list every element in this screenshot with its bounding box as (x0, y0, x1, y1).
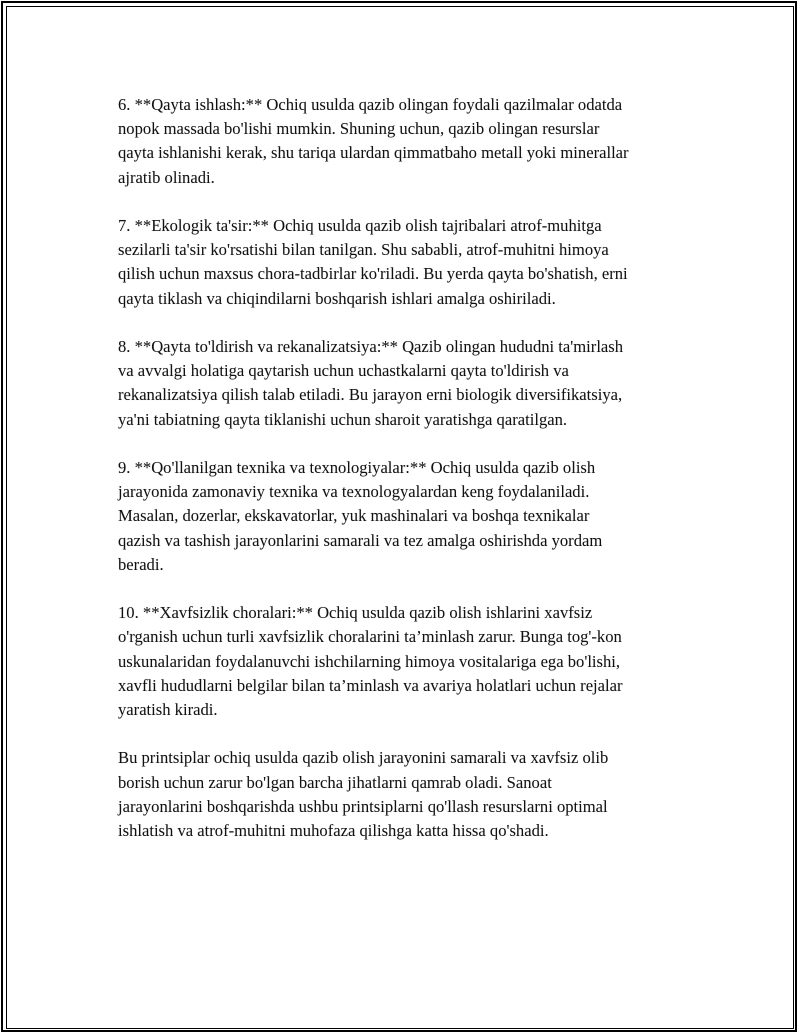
paragraph-reprocessing: 6. **Qayta ishlash:** Ochiq usulda qazib olingan foydali qazilmalar odatda nopok massada bo'lishi mumkin. Shuning uchun, qazib olingan resurslar qayta ishlanishi kerak, shu tariqa ulardan qimmatbaho metall yoki minerallar ajratib olinadi. (118, 95, 629, 187)
document-body (118, 93, 698, 867)
paragraph-ecological-impact: 7. **Ekologik ta'sir:** Ochiq usulda qazib olish tajribalari atrof-muhitga sezilarli ta'sir ko'rsatishi bilan tanilgan. Shu sababli, atrof-muhitni himoya qilish uchun maxsus chora-tadbirlar ko'riladi. Bu yerda qayta bo'shatish, erni qayta tiklash va chiqindilarni boshqarish ishlari amalga oshiriladi. (118, 216, 628, 308)
paragraph-backfilling: 8. **Qayta to'ldirish va rekanalizatsiya:** Qazib olingan hududni ta'mirlash va avvalgi holatiga qaytarish uchun uchastkalarni qayta to'ldirish va rekanalizatsiya qilish talab etiladi. Bu jarayon erni biologik diversifikatsiya, ya'ni tabiatning qayta tiklanishi uchun sharoit yaratishga qaratilgan. (118, 337, 624, 429)
paragraph-conclusion: Bu printsiplar ochiq usulda qazib olish jarayonini samarali va xavfsiz olib borish uchun zarur bo'lgan barcha jihatlarni qamrab oladi. Sanoat jarayonlarini boshqarishda ushbu printsiplarni qo'llash resurslarni optimal ishlatish va atrof-muhitni muhofaza qilishga katta hissa qo'shadi. (118, 748, 609, 841)
paragraph-equipment-technology: 9. **Qo'llanilgan texnika va texnologiyalar:** Ochiq usulda qazib olish jarayonida zamonaviy texnika va texnologyalardan keng foydalaniladi. Masalan, dozerlar, ekskavatorlar, yuk mashinalari va boshqa texnikalar qazish va tashish jarayonlarini samarali va tez amalga oshirishda yordam beradi. (118, 458, 603, 574)
paragraph-safety-measures: 10. **Xavfsizlik choralari:** Ochiq usulda qazib olish ishlarini xavfsiz o'rganish uchun turli xavfsizlik choralarini ta’minlash zarur. Bunga tog'-kon uskunalaridan foydalanuvchi ishchilarning himoya vositalariga ega bo'lishi, xavfli hududlarni belgilar bilan ta’minlash va avariya holatlari uchun rejalar yaratish kiradi. (118, 603, 623, 720)
